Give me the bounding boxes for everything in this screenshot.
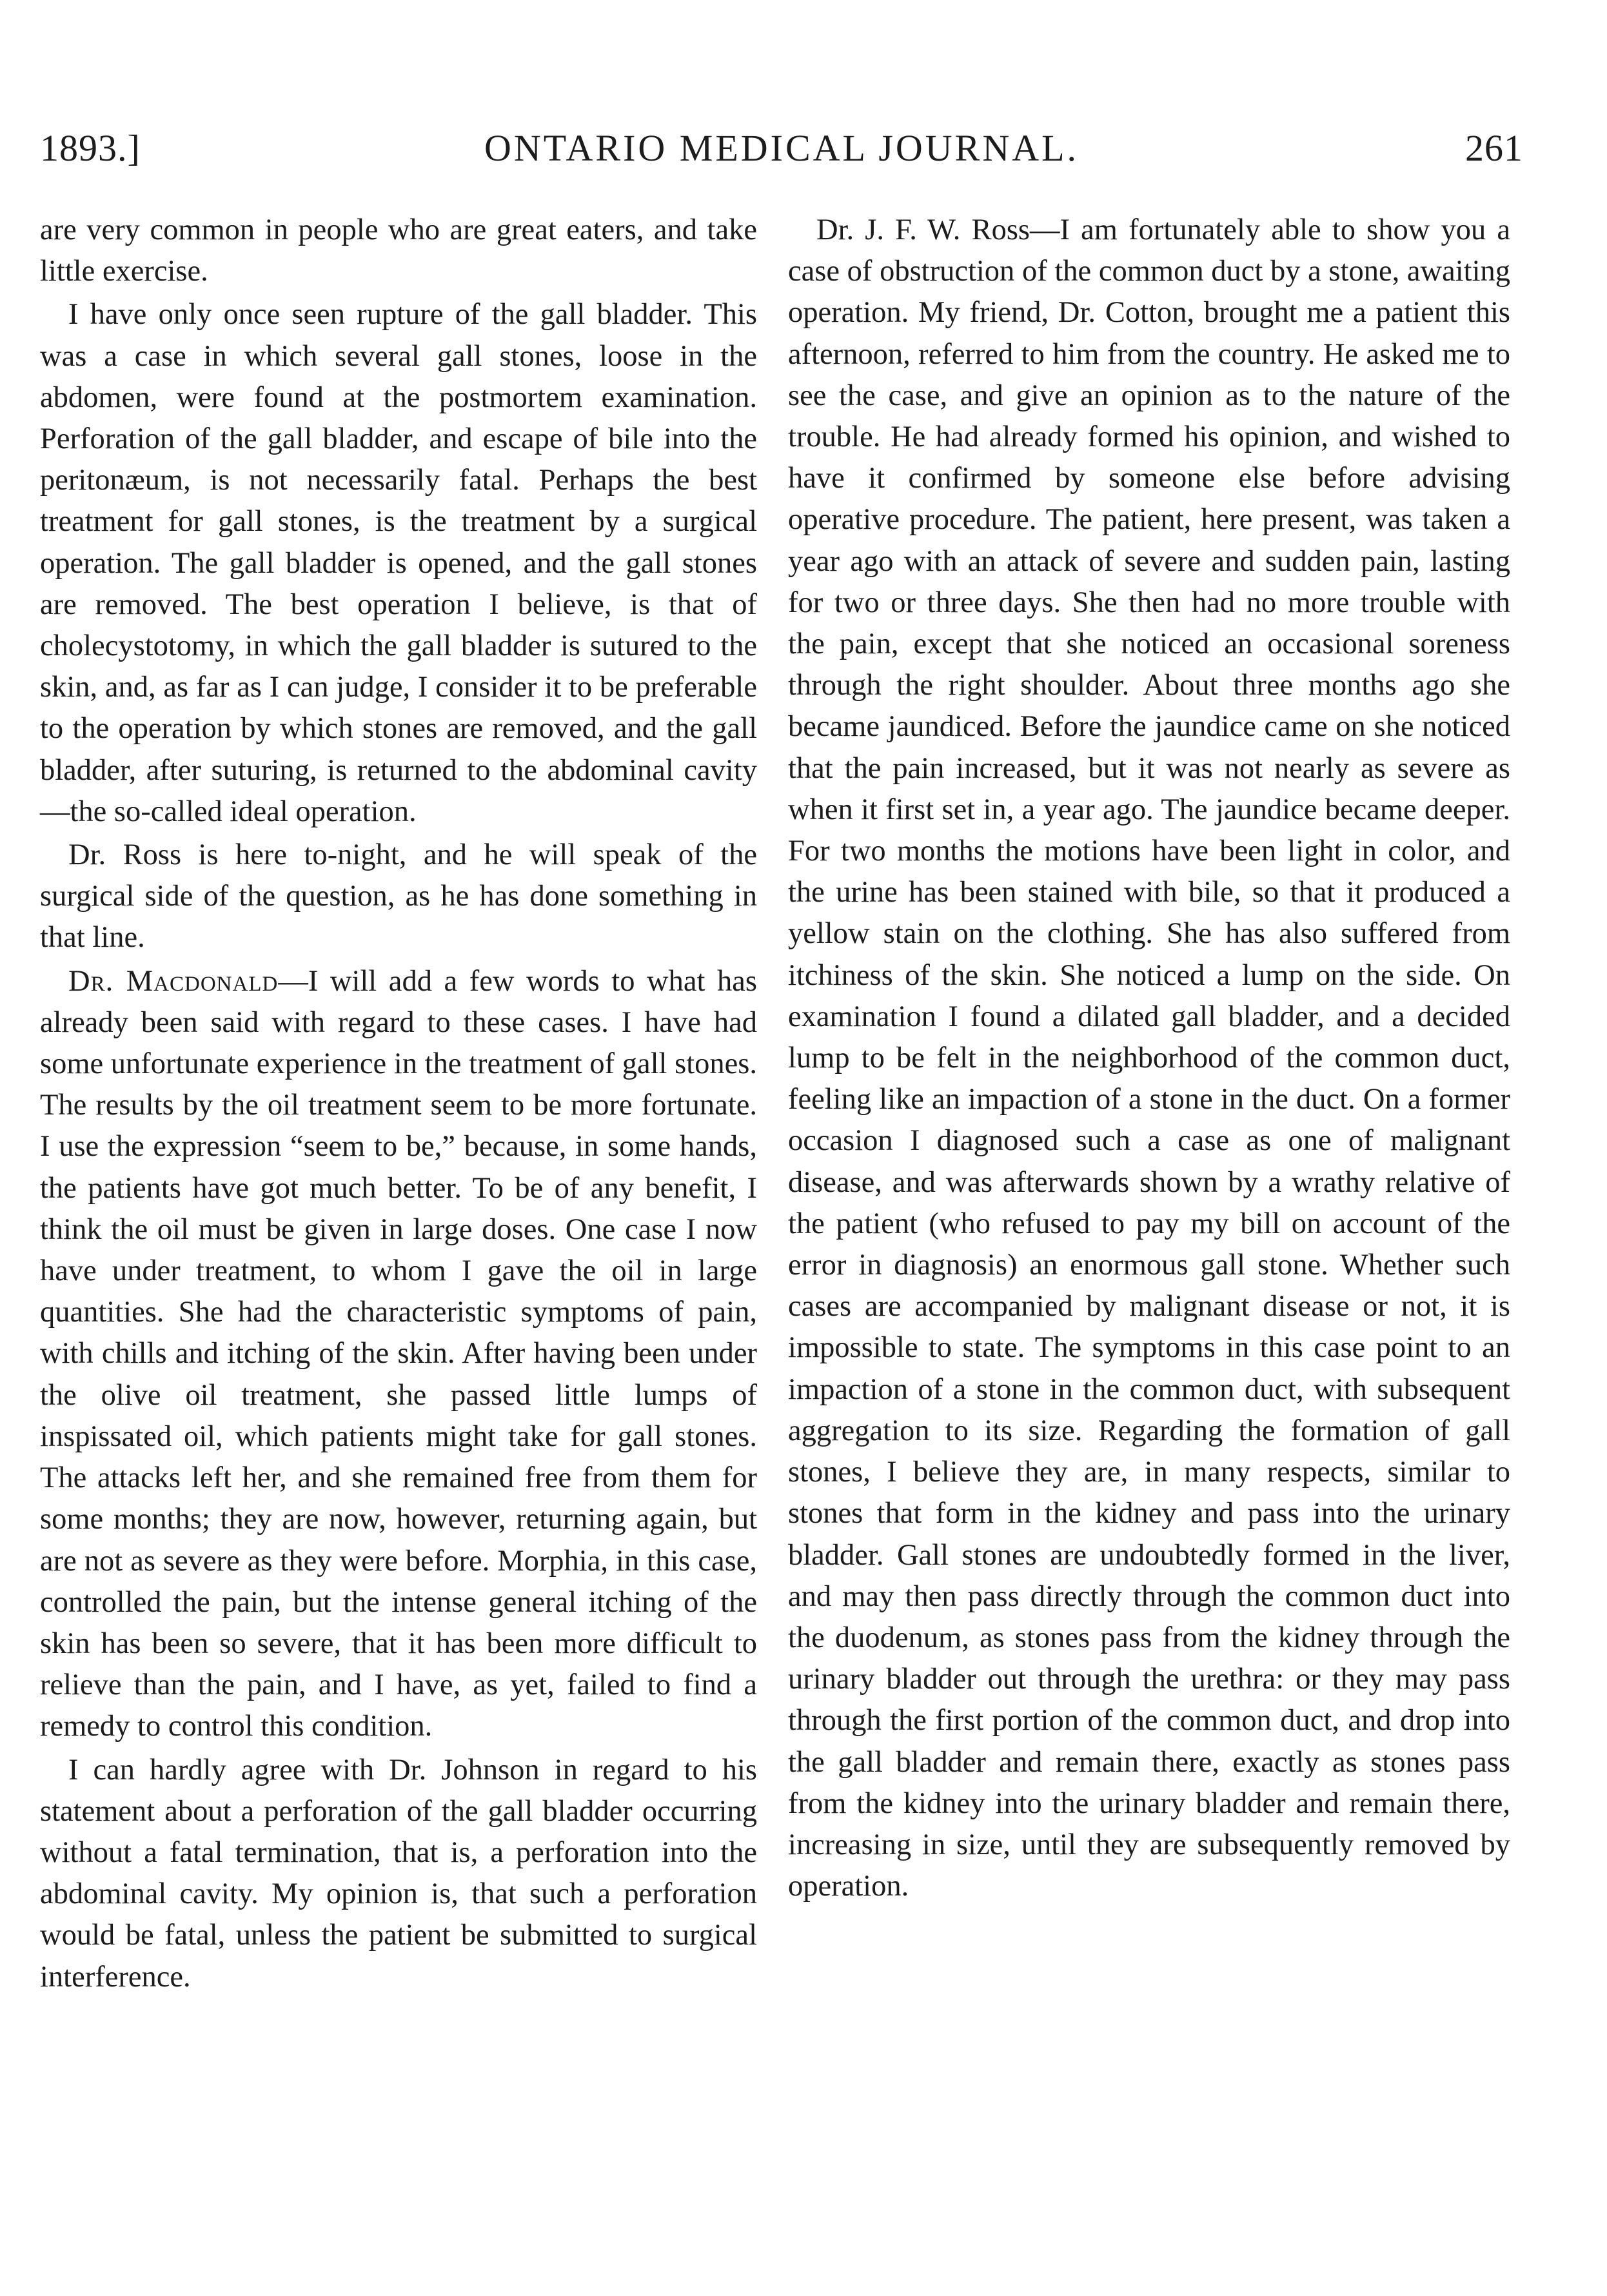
paragraph: Dr. Ross is here to-night, and he will speak of the surgical side of the question, as he has done something in that line. [40,838,757,955]
paragraph-text: —I will add a few words to what has already been said with regard to these cases. I have had some unfortunate experience in the treatment of gall stones. The results by the oil treatment seem to be more fortunate. I use the expression “seem to be,” because, in some hands, the patients have got much better. To be of any benefit, I think the oil must be given in large doses. One case I now have under treatment, to whom I gave the oil in large quantities. She had the characteristic symptoms of pain, with chills and itching of the skin. After having been under the olive oil treatment, she passed little lumps of inspissated oil, which patients might take for gall stones. The attacks left her, and she remained free from them for some months; they are now, however, returning again, but are not as severe as they were before. Morphia, in this case, controlled the pain, but the intense general itching of the skin has been so severe, that it has been more difficult to relieve than the pain, and I have, as yet, failed to find a remedy to control this condition. [40,964,757,1743]
running-head [40,126,1523,172]
paragraph [788,210,1510,1907]
paragraph: I have only once seen rupture of the gall bladder. This was a case in which several gall stones, loose in the abdomen, were found at the postmortem examination. Perforation of the gall bladder, and escape of bile into the peritonæum, is not necessarily fatal. Perhaps the best treatment for gall stones, is the treatment by a surgical operation. The gall bladder is opened, and the gall stones are removed. The best operation I believe, is that of cholecystotomy, in which the gall bladder is sutured to the skin, and, as far as I can judge, I consider it to be preferable to the operation by which stones are removed, and the gall bladder, after suturing, is returned to the abdominal cavity—the so-called ideal operation. [40,298,757,828]
paragraph-text: —I am fortunately able to show you a case of obstruction of the common duct by a stone, awaiting operation. My friend, Dr. Cotton, brought me a patient this afternoon, referred to him from the country. He asked me to see the case, and give an opinion as to the nature of the trouble. He had already formed his opinion, and wished to have it confirmed by someone else before advising operative procedure. The patient, here present, was taken a year ago with an attack of severe and sudden pain, lasting for two or three days. She then had no more trouble with the pain, except that she noticed an occasional soreness through the right shoulder. About three months ago she became jaundiced. Before the jaundice came on she noticed that the pain increased, but it was not nearly as severe as when it first set in, a year ago. The jaundice became deeper. For two months the motions have been light in color, and the urine has been stained with bile, so that it produced a yellow stain on the clothing. She has also suffered from itchiness of the skin. She noticed a lump on the side. On examination I found a dilated gall bladder, and a decided lump to be felt in the neighborhood of the common duct, feeling like an impaction of a stone in the duct. On a former occasion I diagnosed such a case as one of malignant disease, and was afterwards shown by a wrathy relative of the patient (who refused to pay my bill on account of the error in diagnosis) an enormous gall stone. Whether such cases are accompanied by malignant disease or not, it is impossible to state. The symptoms in this case point to an impaction of a stone in the common duct, with subsequent aggregation to its size. Regarding the formation of gall stones, I believe they are, in many respects, similar to stones that form in the kidney and pass into the urinary bladder. Gall stones are undoubtedly formed in the liver, and may then pass directly through the common duct into the duodenum, as stones pass from the kidney through the urinary bladder out through the urethra: or they may pass through the first portion of the common duct, and drop into the gall bladder and remain there, exactly as stones pass from the kidney into the urinary bladder and remain there, increasing in size, until they are subsequently removed by operation. [788,213,1510,1903]
journal-title: ONTARIO MEDICAL JOURNAL. [484,127,1080,169]
left-column [40,210,757,2000]
page-number: 261 [1465,127,1523,169]
speaker-name: Dr. Macdonald [68,964,279,998]
right-column [788,210,1510,1909]
paragraph: are very common in people who are great eaters, and take little exercise. [40,213,757,288]
paragraph: I can hardly agree with Dr. Johnson in regard to his statement about a perforation of the gall bladder occurring without a fatal termination, that is, a perforation into the abdominal cavity. My opinion is, that such a perforation would be fatal, unless the patient be submitted to surgical interference. [40,1753,757,1994]
paragraph [40,961,757,1748]
speaker-name: Dr. J. F. W. Ross [816,213,1030,246]
header-year: 1893.] [40,127,141,169]
